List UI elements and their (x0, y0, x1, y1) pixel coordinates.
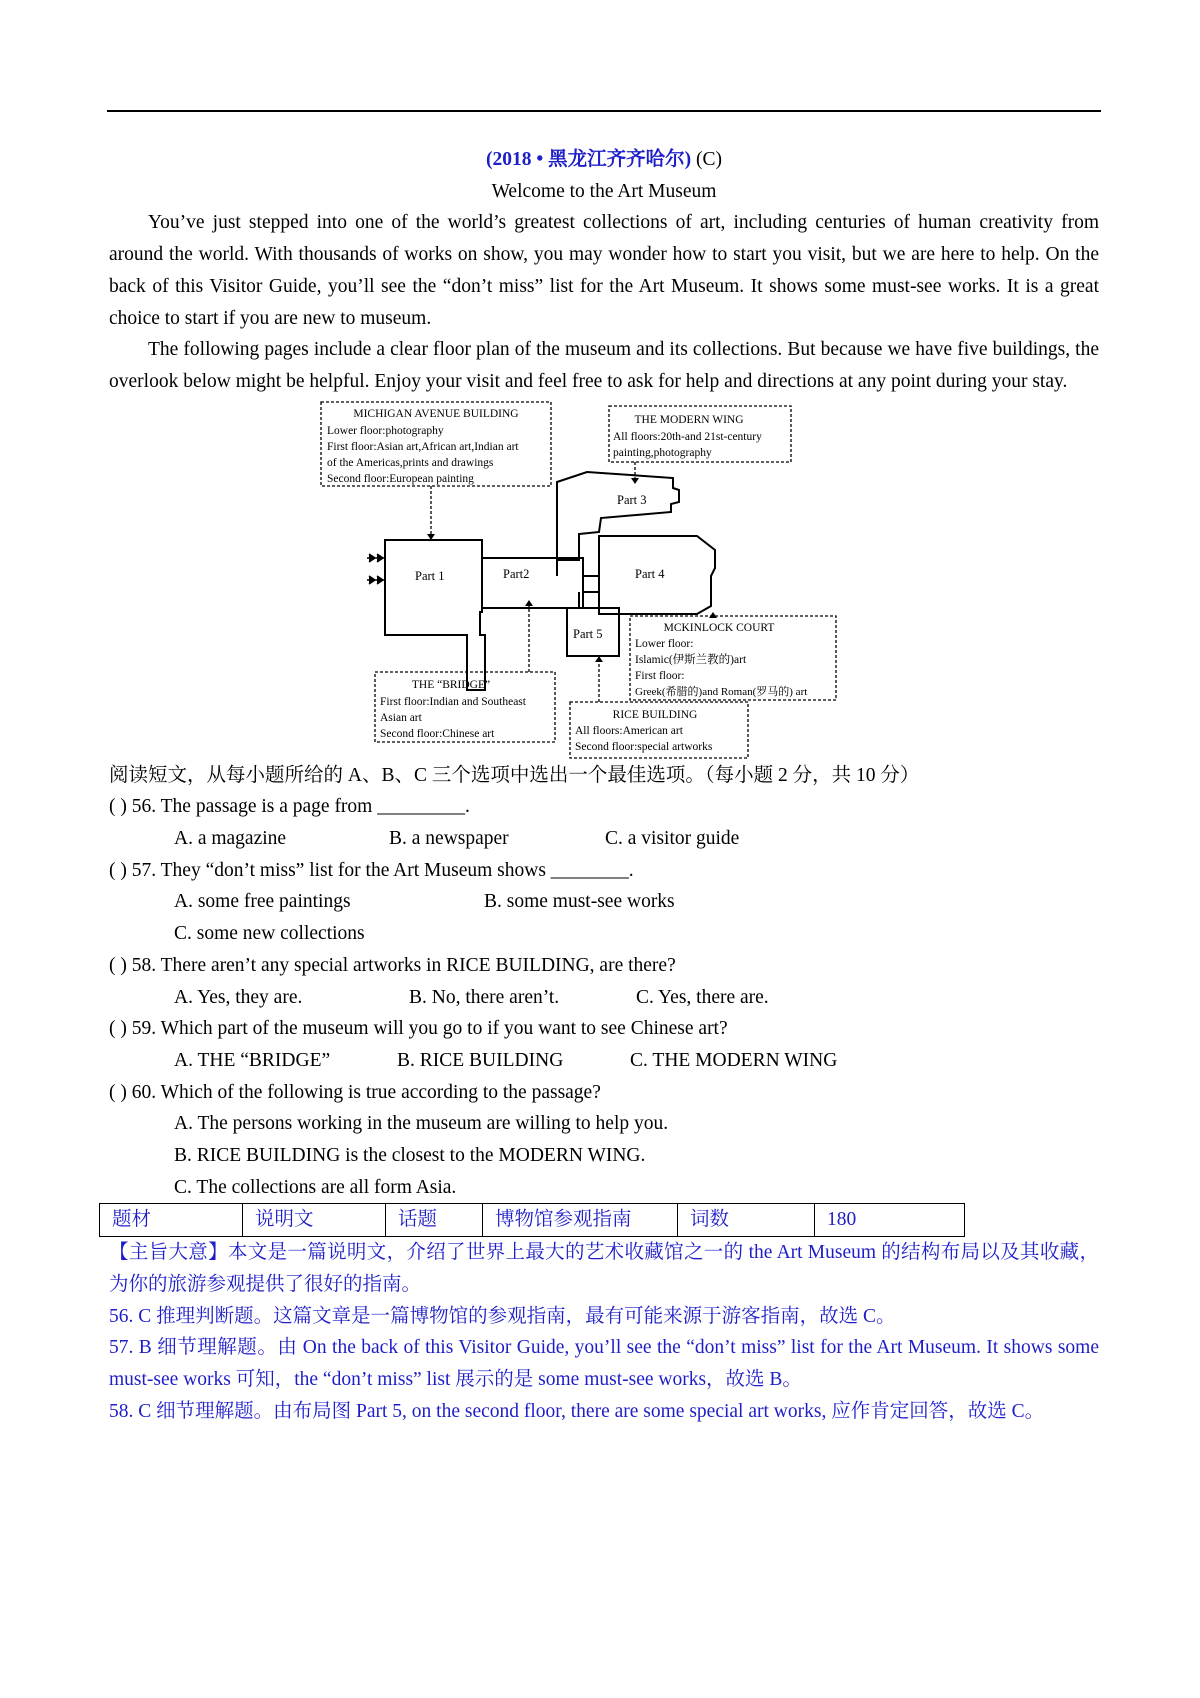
info-cell-genre-value: 说明文 (243, 1204, 386, 1237)
mckinlock-arrowhead (709, 612, 717, 618)
part-1-label: Part 1 (415, 568, 445, 583)
rice-title: RICE BUILDING (612, 708, 698, 721)
q58-option-b[interactable]: B. No, there aren’t. (409, 986, 560, 1008)
mckinlock-line-4: Greek(希腊的)and Roman(罗马的) art (635, 685, 808, 698)
bridge-title: THE “BRIDGE” (411, 678, 491, 691)
part-1-outline (385, 540, 485, 690)
michigan-title: MICHIGAN AVENUE BUILDING (353, 407, 519, 420)
bridge-arrowhead (525, 600, 533, 606)
rice-line-2: Second floor:special artworks (575, 740, 713, 753)
part-4-label: Part 4 (635, 566, 665, 581)
analysis-58: 58. C 细节理解题。由布局图 Part 5, on the second floor, there are some special art works, 应作肯定回答，故选 C。 (109, 1400, 1045, 1422)
q60-option-a[interactable]: A. The persons working in the museum are willing to help you. (174, 1113, 669, 1135)
mckinlock-line-3: First floor: (635, 669, 685, 682)
question-58-stem: ( ) 58. There aren’t any special artworks in RICE BUILDING, are there? (109, 954, 676, 976)
part-3-label: Part 3 (617, 492, 647, 507)
instructions: 阅读短文，从每小题所给的 A、B、C 三个选项中选出一个最佳选项。（每小题 2 分，共 10 分） (109, 764, 920, 786)
modern-line-2: painting,photography (613, 446, 712, 459)
passage-paragraph-2: The following pages include a clear floor plan of the museum and its collections. But because we have five buildings, the overlook below might be helpful. Enjoy your visit and feel free to ask for help and directions at any point during your stay. (109, 339, 1099, 392)
q57-option-b[interactable]: B. some must-see works (484, 891, 675, 913)
question-57-options-row2 (174, 918, 1099, 950)
bridge-line-3: Second floor:Chinese art (380, 727, 495, 740)
q59-option-b[interactable]: B. RICE BUILDING (397, 1049, 564, 1071)
q56-option-a[interactable]: A. a magazine (174, 828, 287, 850)
part-2-outline (482, 558, 583, 608)
question-56-stem: ( ) 56. The passage is a page from _________. (109, 796, 470, 818)
header-rule (107, 110, 1101, 112)
question-59-options (174, 1045, 1099, 1077)
modern-line-1: All floors:20th-and 21st-century (613, 430, 762, 443)
question-57-stem: ( ) 57. They “don’t miss” list for the Art Museum shows ________. (109, 859, 634, 881)
q59-option-a[interactable]: A. THE “BRIDGE” (174, 1049, 331, 1071)
passage-paragraph-1: You’ve just stepped into one of the world’s greatest collections of art, including centuries of human creativity from around the world. With thousands of works on show, you may wonder how to start you visit, but we are here to help. On the back of this Visitor Guide, you’ll see the “don’t miss” list for the Art Museum. It shows some must-see works. It is a great choice to start if you are new to museum. (109, 212, 1099, 329)
question-56-options (174, 823, 1099, 855)
q57-option-a[interactable]: A. some free paintings (174, 891, 351, 913)
michigan-line-4: Second floor:European painting (327, 472, 474, 485)
question-59-stem: ( ) 59. Which part of the museum will you go to if you want to see Chinese art? (109, 1018, 728, 1040)
passage-title: Welcome to the Art Museum (491, 180, 717, 202)
mckinlock-line-1: Lower floor: (635, 637, 694, 650)
museum-floor-plan (317, 400, 877, 760)
info-table-row (100, 1204, 965, 1237)
info-cell-genre-label: 题材 (100, 1204, 243, 1237)
part-2-label: Part2 (503, 566, 530, 581)
source-label: (2018 • 黑龙江齐齐哈尔) (486, 149, 692, 170)
q60-option-b[interactable]: B. RICE BUILDING is the closest to the MODERN WING. (174, 1145, 646, 1167)
modern-title: THE MODERN WING (634, 413, 744, 426)
entrance-icon-lower (367, 576, 385, 584)
question-57-options (174, 886, 1099, 918)
q57-option-c[interactable]: C. some new collections (174, 923, 365, 945)
rice-line-1: All floors:American art (575, 724, 683, 737)
michigan-line-1: Lower floor:photography (327, 424, 444, 437)
question-60-stem: ( ) 60. Which of the following is true according to the passage? (109, 1081, 601, 1103)
analysis-56: 56. C 推理判断题。这篇文章是一篇博物馆的参观指南，最有可能来源于游客指南，故选 C。 (109, 1305, 896, 1327)
question-58-options (174, 982, 1099, 1014)
bridge-line-2: Asian art (380, 711, 422, 724)
connector-outline (557, 560, 599, 608)
document-body (109, 144, 1099, 1427)
q56-option-c[interactable]: C. a visitor guide (605, 828, 740, 850)
q59-option-c[interactable]: C. THE MODERN WING (630, 1049, 838, 1071)
michigan-line-3: of the Americas,prints and drawings (327, 456, 494, 469)
part-3-outline (557, 472, 679, 560)
mckinlock-title: MCKINLOCK COURT (663, 621, 775, 634)
info-cell-topic-value: 博物馆参观指南 (483, 1204, 678, 1237)
info-table (99, 1203, 965, 1237)
q60-option-c[interactable]: C. The collections are all form Asia. (174, 1176, 457, 1198)
analysis-57: 57. B 细节理解题。由 On the back of this Visitor Guide, you’ll see the “don’t miss” list for the Art Museum. It shows some must-see works 可知，the “don’t miss” list 展示的是 some must-see works，故选 B。 (109, 1337, 1099, 1390)
entrance-icon-upper (367, 554, 385, 562)
bridge-line-1: First floor:Indian and Southeast (380, 695, 526, 708)
question-source-line (109, 144, 1099, 176)
modern-arrowhead (631, 478, 639, 484)
q56-option-b[interactable]: B. a newspaper (389, 828, 509, 850)
q58-option-a[interactable]: A. Yes, they are. (174, 986, 303, 1008)
mckinlock-line-2: Islamic(伊斯兰教的)art (635, 653, 747, 666)
analysis-main-idea: 【主旨大意】本文是一篇说明文，介绍了世界上最大的艺术收藏馆之一的 the Art Museum 的结构布局以及其收藏，为你的旅游参观提供了很好的指南。 (109, 1242, 1099, 1295)
q58-option-c[interactable]: C. Yes, there are. (636, 986, 769, 1008)
info-cell-words-label: 词数 (678, 1204, 815, 1237)
part-5-label: Part 5 (573, 626, 603, 641)
michigan-line-2: First floor:Asian art,African art,Indian art (327, 440, 519, 453)
passage-letter: (C) (695, 149, 722, 170)
info-cell-words-value: 180 (815, 1204, 965, 1237)
info-cell-topic-label: 话题 (386, 1204, 483, 1237)
